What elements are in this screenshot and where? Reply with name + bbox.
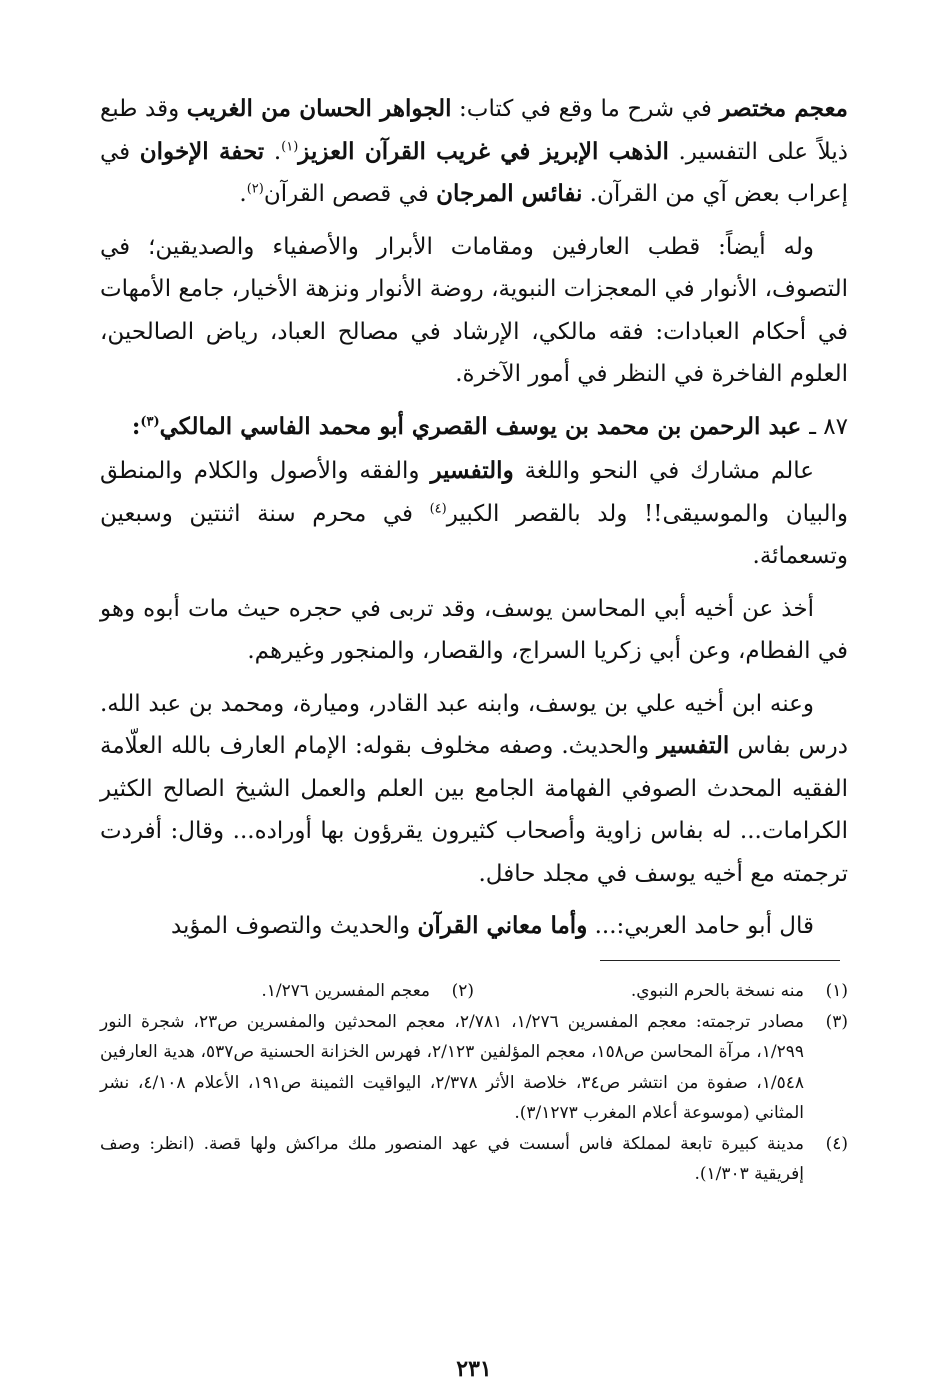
- footnote-number: (٢): [451, 981, 474, 1001]
- bold-term: معجم مختصر: [719, 95, 848, 122]
- text-run: .: [264, 138, 282, 165]
- book-page: [100, 88, 849, 1382]
- page-number: ٢٣١: [456, 1356, 492, 1382]
- footnote-row-1-2: [100, 976, 848, 1007]
- footnote-text: معجم المفسرين ١/٢٧٦.: [261, 981, 430, 1001]
- bold-term: نفائس المرجان: [436, 180, 583, 207]
- entry-name: عبد الرحمن بن محمد بن يوسف القصري أبو محمد الفاسي المالكي: [159, 412, 802, 440]
- footnote-divider: [600, 960, 840, 961]
- footnote-ref: (٢): [246, 181, 264, 197]
- footnote-4: [100, 1129, 848, 1190]
- text-run: في محرم سنة اثنتين وسبعين وتسعمائة.: [100, 500, 848, 569]
- text-run: في شرح ما وقع في كتاب:: [451, 96, 720, 122]
- bold-term: والتفسير: [430, 457, 514, 484]
- text-run: وعنه ابن أخيه علي بن يوسف، وابنه عبد القادر، وميارة، ومحمد بن عبد الله. درس بفاس: [100, 690, 848, 759]
- footnote-number: (٣): [825, 1011, 848, 1032]
- text-run: والحديث. وصفه مخلوف بقوله: الإمام العارف بالله العلّامة الفقيه المحدث الصوفي الفهامة الجامع بين العلم والعمل الشيخ الصالح الكثير الكرامات... له بفاس زاوية وأصحاب كثيرون يقرؤون بها أوراده... وقال: أفردت ترجمته مع أخيه يوسف في مجلد حافل.: [100, 733, 848, 887]
- entry-number: ٨٧ ـ: [809, 413, 848, 440]
- text-run: .: [239, 181, 247, 207]
- entry-colon: :: [131, 412, 141, 440]
- footnote-ref: (٣): [140, 413, 160, 429]
- text-run: والفقه والأصول والكلام والمنطق والبيان والموسيقى!! ولد بالقصر الكبير: [100, 458, 848, 527]
- paragraph: [100, 683, 848, 896]
- text-run: والحديث والتصوف المؤيد: [170, 913, 418, 939]
- bold-term: الذهب الإبريز في غريب القرآن العزيز: [298, 137, 669, 165]
- main-text: [100, 88, 848, 948]
- footnote-1: [474, 976, 848, 1007]
- text-run: وقد طبع ذيلاً على التفسير.: [100, 96, 849, 165]
- paragraph: [100, 588, 848, 673]
- text-run: في قصص القرآن: [263, 181, 437, 207]
- footnote-ref: (١): [281, 138, 299, 154]
- footnote-ref: (٤): [429, 500, 447, 516]
- footnote-text: منه نسخة بالحرم النبوي.: [630, 981, 804, 1001]
- paragraph: [100, 450, 848, 578]
- text-run: في إعراب بعض آي من القرآن.: [100, 138, 848, 207]
- footnote-number: (١): [825, 981, 848, 1001]
- footnote-2: [100, 976, 474, 1007]
- bold-term: التفسير: [657, 732, 730, 759]
- paragraph: [100, 88, 848, 216]
- footnote-text: مدينة كبيرة تابعة لمملكة فاس أسست في عهد المنصور ملك مراكش ولها قصة. (انظر: وصف إفريقية ١/٣٠٣).: [100, 1133, 805, 1184]
- footnote-3: [100, 1007, 848, 1129]
- bold-term: الجواهر الحسان من الغريب: [186, 95, 452, 122]
- bold-term: وأما معاني القرآن: [417, 912, 588, 939]
- paragraph: [100, 226, 848, 396]
- footnote-text: مصادر ترجمته: معجم المفسرين ١/٢٧٦، ٢/٧٨١، معجم المحدثين والمفسرين ص٢٣، شجرة النور ١/٢٩٩، مرآة المحاسن ص١٥٨، معجم المؤلفين ٢/١٢٣، فهرس الخزانة الحسنية ص٥٣٧، هدية العارفين ١/٥٤٨، صفوة من انتشر ص٣٤، خلاصة الأثر ٢/٣٧٨، اليواقيت الثمينة ص١٩١، الأعلام ٤/١٠٨، نشر المثاني (موسوعة أعلام المغرب ٣/١٢٧٣).: [100, 1011, 805, 1123]
- text-run: عالم مشارك في النحو واللغة: [513, 458, 814, 484]
- paragraph: [100, 905, 848, 948]
- footnotes: [100, 976, 848, 1190]
- text-run: أخذ عن أخيه أبي المحاسن يوسف، وقد تربى في حجره حيث مات أبوه وهو في الفطام، وعن أبي زكريا السراج، والقصار، والمنجور وغيرهم.: [100, 595, 848, 664]
- entry-heading: [100, 406, 848, 449]
- text-run: قال أبو حامد العربي:...: [587, 913, 814, 939]
- footnote-number: (٤): [825, 1133, 848, 1154]
- text-run: وله أيضاً: قطب العارفين ومقامات الأبرار والأصفياء والصديقين؛ في التصوف، الأنوار في المعجزات النبوية، روضة الأنوار ونزهة الأخيار، جامع الأمهات في أحكام العبادات: فقه مالكي، الإرشاد في مصالح العباد، رياض الصالحين، العلوم الفاخرة في النظر في أمور الآخرة.: [100, 233, 848, 387]
- bold-term: تحفة الإخوان: [139, 137, 265, 165]
